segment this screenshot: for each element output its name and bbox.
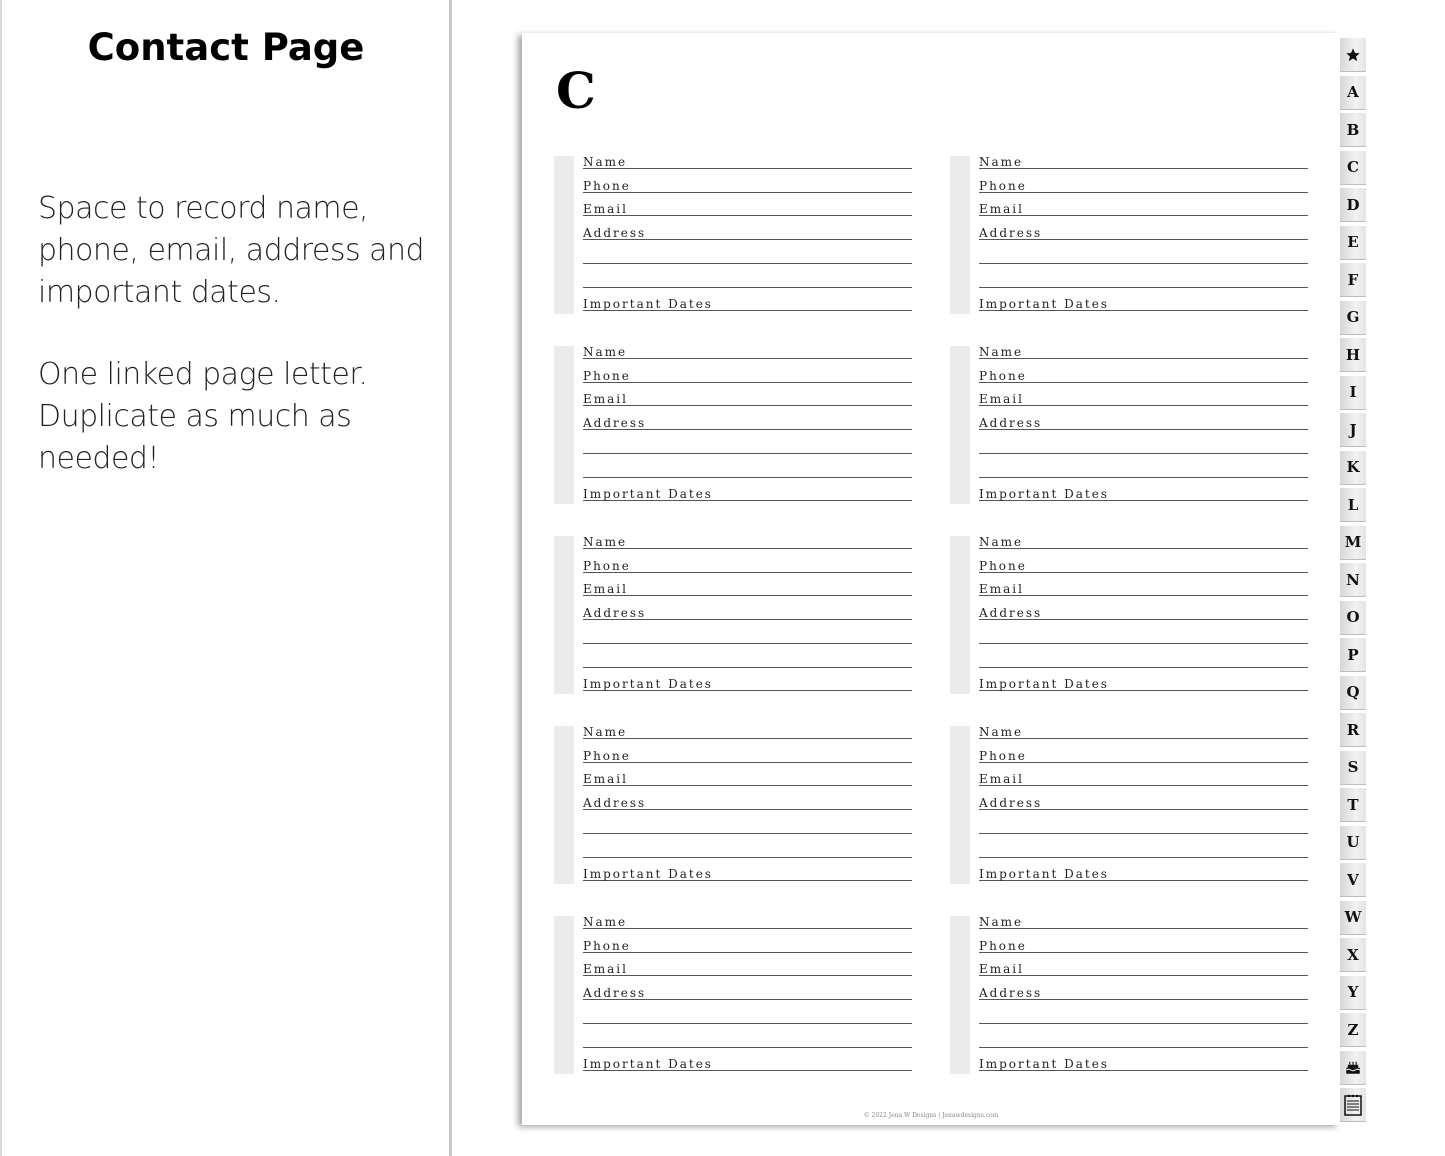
address-field[interactable]: Address [979,987,1308,1000]
email-field[interactable]: Email [979,583,1308,596]
tab-label: P [1347,645,1359,664]
tab-w[interactable] [1340,901,1366,935]
tab-label: S [1347,758,1359,776]
contact-card [554,156,912,316]
contact-card [554,536,912,696]
tab-m[interactable] [1340,526,1366,560]
name-field[interactable]: Name [979,916,1308,929]
contact-card [950,346,1308,506]
name-field[interactable]: Name [583,346,912,359]
tab-h[interactable] [1340,338,1366,372]
address-field[interactable]: Address [979,797,1308,810]
tab-y[interactable] [1340,976,1366,1010]
tab-q[interactable] [1340,676,1366,710]
description-text-1: Space to record name, phone, email, address and important dates. [38,191,425,310]
tab-label: Z [1347,1020,1359,1039]
tab-favorites[interactable] [1340,38,1366,72]
contact-card [554,346,912,506]
important-dates-field[interactable]: Important Dates [583,488,912,501]
tab-label: N [1346,570,1360,589]
tab-label: R [1346,720,1360,739]
address-field[interactable]: Address [583,797,912,810]
address-field[interactable]: Address [979,607,1308,620]
panel-divider [449,0,452,1156]
address-line-3[interactable] [979,845,1308,858]
address-line-2[interactable] [583,631,912,644]
email-field[interactable]: Email [979,963,1308,976]
important-dates-field[interactable]: Important Dates [979,1058,1308,1071]
phone-field[interactable]: Phone [583,750,912,763]
phone-field[interactable]: Phone [583,180,912,193]
tab-s[interactable] [1340,751,1366,785]
phone-field[interactable]: Phone [583,370,912,383]
important-dates-field[interactable]: Important Dates [583,1058,912,1071]
important-dates-field[interactable]: Important Dates [979,298,1308,311]
important-dates-field[interactable]: Important Dates [583,298,912,311]
tab-t[interactable] [1340,788,1366,822]
description-panel [0,0,449,1156]
birthday-cake-icon [1344,1058,1362,1076]
tab-label: M [1344,533,1362,551]
email-field[interactable]: Email [583,203,912,216]
contact-card-bar [554,346,574,504]
tab-label: T [1347,795,1359,814]
star-icon [1345,47,1361,63]
phone-field[interactable]: Phone [979,180,1308,193]
address-field[interactable]: Address [583,417,912,430]
address-field[interactable]: Address [583,607,912,620]
contact-card-bar [950,536,970,694]
description-text-2: One linked page letter. Duplicate as much as needed! [38,357,368,476]
tab-e[interactable] [1340,226,1366,260]
tab-label: I [1349,383,1357,401]
contact-card-bar [554,916,574,1074]
tab-label: F [1347,270,1359,289]
tab-label: G [1346,308,1360,326]
contact-card-bar [554,726,574,884]
contact-card-bar [950,726,970,884]
tab-b[interactable] [1340,113,1366,147]
tab-k[interactable] [1340,451,1366,485]
address-line-3[interactable] [583,845,912,858]
tab-f[interactable] [1340,263,1366,297]
email-field[interactable]: Email [583,963,912,976]
email-field[interactable]: Email [979,203,1308,216]
phone-field[interactable]: Phone [979,560,1308,573]
contact-card-bar [554,156,574,314]
tab-label: Y [1347,983,1359,1001]
planner-page [522,33,1340,1125]
tab-label: B [1346,120,1360,139]
contact-card-bar [950,916,970,1074]
phone-field[interactable]: Phone [583,940,912,953]
important-dates-field[interactable]: Important Dates [583,678,912,691]
tab-l[interactable] [1340,488,1366,522]
phone-field[interactable]: Phone [583,560,912,573]
left-border [0,0,2,1156]
important-dates-field[interactable]: Important Dates [583,868,912,881]
tab-label: L [1347,495,1359,514]
address-line-2[interactable] [583,251,912,264]
address-line-2[interactable] [979,821,1308,834]
contact-card [950,726,1308,886]
tab-label: X [1347,945,1359,964]
name-field[interactable]: Name [583,156,912,169]
tab-label: V [1347,870,1359,889]
address-line-3[interactable] [583,1035,912,1048]
address-line-3[interactable] [979,655,1308,668]
tab-n[interactable] [1340,563,1366,597]
notes-icon [1344,1094,1362,1116]
tab-label: E [1347,233,1359,251]
address-line-3[interactable] [583,465,912,478]
name-field[interactable]: Name [979,156,1308,169]
tab-a[interactable] [1340,76,1366,110]
name-field[interactable]: Name [979,346,1308,359]
address-line-3[interactable] [979,275,1308,288]
email-field[interactable]: Email [979,393,1308,406]
address-line-2[interactable] [583,821,912,834]
tab-label: W [1344,908,1362,926]
tab-p[interactable] [1340,638,1366,672]
email-field[interactable]: Email [583,393,912,406]
tab-label: C [1347,158,1359,176]
contact-card [950,536,1308,696]
tab-o[interactable] [1340,601,1366,635]
tab-d[interactable] [1340,188,1366,222]
name-field[interactable]: Name [583,916,912,929]
contact-card-bar [950,156,970,314]
tab-z[interactable] [1340,1013,1366,1047]
address-line-3[interactable] [979,1035,1308,1048]
page-footer: © 2022 Jena W Designs | Jenawdesigns.com [863,1112,999,1119]
address-field[interactable]: Address [979,227,1308,240]
important-dates-field[interactable]: Important Dates [979,868,1308,881]
tab-label: D [1346,195,1360,214]
email-field[interactable]: Email [583,583,912,596]
email-field[interactable]: Email [583,773,912,786]
contact-card-bar [950,346,970,504]
tab-label: J [1349,420,1357,439]
tab-label: K [1346,458,1360,476]
tab-label: A [1347,83,1359,101]
address-line-2[interactable] [979,631,1308,644]
address-line-2[interactable] [583,1011,912,1024]
tab-x[interactable] [1340,938,1366,972]
address-field[interactable]: Address [583,227,912,240]
phone-field[interactable]: Phone [979,940,1308,953]
tab-notes[interactable] [1340,1088,1366,1122]
name-field[interactable]: Name [979,536,1308,549]
name-field[interactable]: Name [583,726,912,739]
page-letter: C [556,61,596,120]
address-line-3[interactable] [583,275,912,288]
contact-card [950,156,1308,316]
tab-r[interactable] [1340,713,1366,747]
panel-title: Contact Page [87,26,365,69]
tab-v[interactable] [1340,863,1366,897]
address-line-2[interactable] [979,1011,1308,1024]
contact-card-bar [554,536,574,694]
contact-card [950,916,1308,1076]
address-line-2[interactable] [979,251,1308,264]
tab-j[interactable] [1340,413,1366,447]
contact-card [554,726,912,886]
important-dates-field[interactable]: Important Dates [979,678,1308,691]
address-field[interactable]: Address [583,987,912,1000]
tab-u[interactable] [1340,826,1366,860]
address-line-2[interactable] [583,441,912,454]
tab-label: O [1346,608,1360,626]
phone-field[interactable]: Phone [979,750,1308,763]
tab-i[interactable] [1340,376,1366,410]
phone-field[interactable]: Phone [979,370,1308,383]
name-field[interactable]: Name [979,726,1308,739]
tab-label: Q [1346,683,1360,701]
tab-birthdays[interactable] [1340,1051,1366,1085]
contact-card [554,916,912,1076]
tab-label: U [1346,833,1360,851]
address-field[interactable]: Address [979,417,1308,430]
tab-g[interactable] [1340,301,1366,335]
address-line-2[interactable] [979,441,1308,454]
email-field[interactable]: Email [979,773,1308,786]
address-line-3[interactable] [979,465,1308,478]
important-dates-field[interactable]: Important Dates [979,488,1308,501]
name-field[interactable]: Name [583,536,912,549]
tab-label: H [1345,345,1361,364]
tab-c[interactable] [1340,151,1366,185]
address-line-3[interactable] [583,655,912,668]
